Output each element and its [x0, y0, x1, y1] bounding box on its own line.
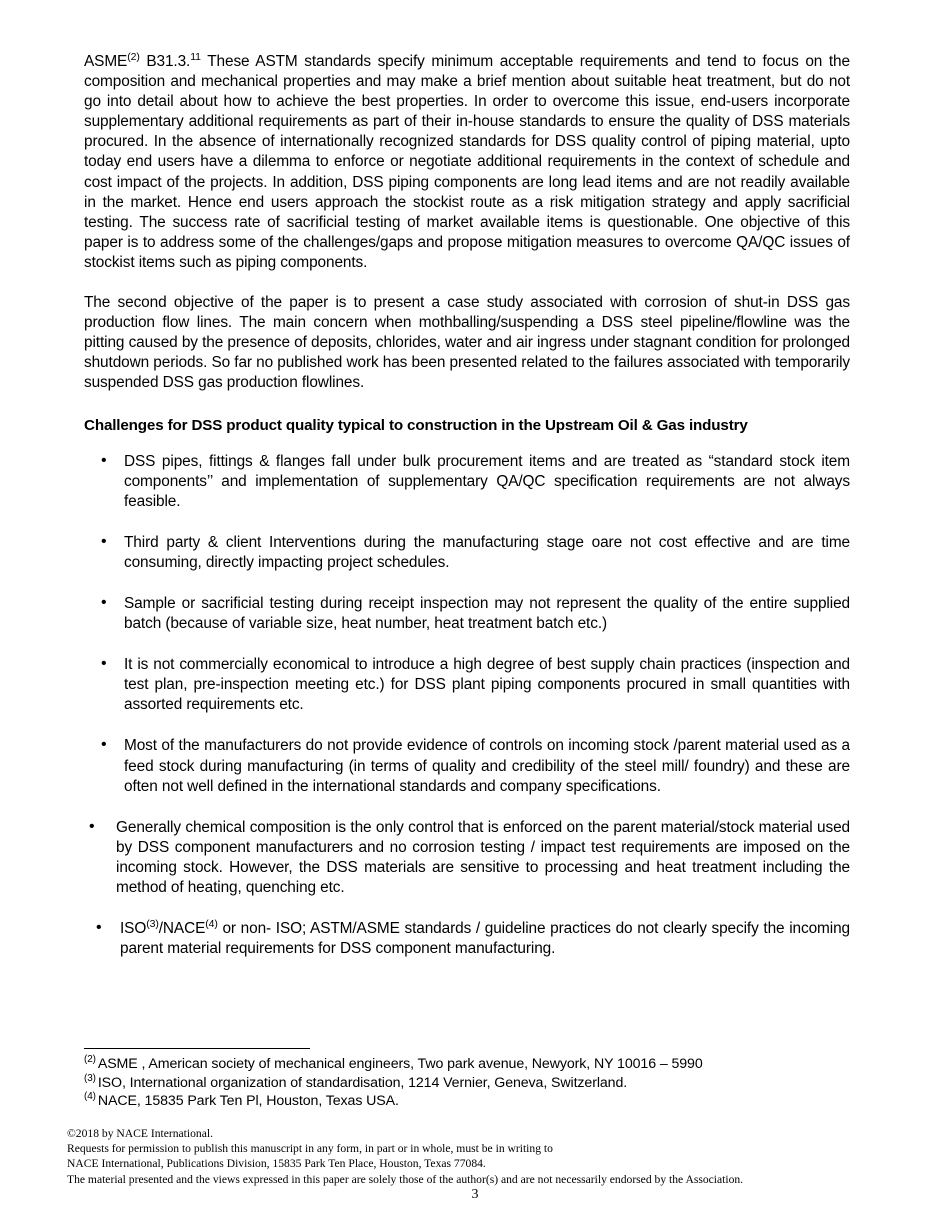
list-item-text: It is not commercially economical to introduce a high degree of best supply chain practices (inspection and test plan, pre-inspection meeting etc.) for DSS plant piping components procured in small quantities with assorted requirements etc.	[124, 656, 850, 714]
footnote-ref-3: (3)	[146, 918, 159, 930]
list-item-sacrificial-testing	[84, 594, 850, 634]
copyright-notice	[67, 1126, 857, 1187]
list-item-manufacturers-evidence	[84, 736, 850, 796]
list-item-text: Most of the manufacturers do not provide evidence of controls on incoming stock /parent material used as a feed stock during manufacturing (in terms of quality and credibility of the steel mill/ foundry) and these are often not well defined in the international standards and company specifications.	[124, 737, 850, 795]
bullet-marker-icon: •	[89, 817, 95, 835]
bullet-marker-icon: •	[101, 736, 107, 754]
list-item-text: Generally chemical composition is the only control that is enforced on the parent material/stock material used by DSS component manufacturers and no corrosion testing / impact test requirements are imposed on the incoming stock. However, the DSS materials are sensitive to processing and heat treatment including the method of heating, quenching etc.	[116, 818, 850, 896]
bullet-marker-icon: •	[101, 655, 107, 673]
footnote-entry-3	[84, 1074, 850, 1093]
bullet-marker-icon: •	[101, 593, 107, 611]
paragraph-lead-text: ASME	[84, 53, 128, 70]
list-item-text: Third party & client Interventions during the manufacturing stage oare not cost effective and are time consuming, directly impacting project schedules.	[124, 533, 850, 571]
list-item-iso-nace	[84, 919, 850, 959]
paragraph-lead-mid: B31.3.	[139, 53, 191, 70]
bullet-marker-icon: •	[101, 451, 107, 469]
footnote-marker: (3)	[84, 1072, 96, 1084]
footnote-marker: (4)	[84, 1091, 96, 1103]
footnote-entry-4	[84, 1092, 850, 1111]
challenges-bullet-list	[84, 452, 850, 960]
footnote-text: NACE, 15835 Park Ten Pl, Houston, Texas USA.	[97, 1093, 399, 1110]
paragraph-asme-standards	[84, 52, 850, 273]
paragraph-body-text: These ASTM standards specify minimum acceptable requirements and tend to focus on the composition and mechanical properties and may make a brief mention about suitable heat treatment, but do not go into detail about how to achieve the best properties. In order to overcome this issue, end-users incorporate supplementary additional requirements as part of their in-house standards to ensure the quality of DSS materials procured. In the absence of internationally recognized standards for DSS quality control of piping material, upto today end users have a dilemma to enforce or negotiate additional requirements in the context of schedule and cost impact of the projects. In addition, DSS piping components are long lead items and are not readily available in the market. Hence end users approach the stockist route as a risk mitigation strategy and apply sacrificial testing. The success rate of sacrificial testing of market available items is questionable. One objective of this paper is to address some of the challenges/gaps and propose mitigation measures to overcome QA/QC issues of stockist items such as piping components.	[84, 53, 850, 271]
footnote-text: ISO, International organization of standardisation, 1214 Vernier, Geneva, Switzerland.	[97, 1074, 628, 1091]
body-column	[84, 52, 850, 959]
footnote-text: ASME , American society of mechanical engineers, Two park avenue, Newyork, NY 10016 – 5990	[97, 1056, 703, 1072]
footnote-area	[84, 1048, 850, 1111]
footnote-ref-4: (4)	[205, 918, 218, 930]
footnote-separator-rule	[84, 1048, 310, 1049]
list-item-supply-chain	[84, 655, 850, 715]
copyright-line-3: NACE International, Publications Division, 15835 Park Ten Place, Houston, Texas 77084.	[67, 1157, 486, 1171]
list-item-bulk-procurement	[84, 452, 850, 512]
bullet-marker-icon: •	[101, 532, 107, 550]
list-item-third-party	[84, 533, 850, 573]
footnote-ref-2: (2)	[127, 51, 140, 63]
bullet-marker-icon: •	[96, 919, 102, 937]
list-item-text: Sample or sacrificial testing during receipt inspection may not represent the quality of the entire supplied batch (because of variable size, heat number, heat treatment batch etc.)	[124, 594, 850, 633]
nace-label: /NACE	[158, 920, 206, 938]
list-item-text	[120, 919, 850, 959]
footnote-entry-2	[84, 1055, 850, 1074]
reference-ref-11: 11	[190, 51, 201, 63]
list-item-text: DSS pipes, fittings & flanges fall under bulk procurement items and are treated as “standard stock item components’’ and implementation of supplementary QA/QC specification requirements are not always feasible.	[124, 452, 850, 510]
list-item-body-text: or non- ISO; ASTM/ASME standards / guideline practices do not clearly specify the incoming parent material requirements for DSS component manufacturing.	[120, 920, 850, 958]
copyright-line-1: ©2018 by NACE International.	[67, 1127, 213, 1140]
page-number: 3	[471, 1187, 479, 1202]
copyright-line-4: The material presented and the views expressed in this paper are solely those of the author(s) and are not necessarily endorsed by the Association.	[67, 1172, 744, 1186]
list-item-chemical-composition	[84, 818, 850, 898]
copyright-line-2: Requests for permission to publish this manuscript in any form, in part or in whole, must be in writing to	[67, 1142, 553, 1156]
iso-label: ISO	[120, 920, 147, 938]
footnote-marker: (2)	[84, 1054, 96, 1066]
paragraph-second-objective: The second objective of the paper is to present a case study associated with corrosion of shut-in DSS gas production flow lines. The main concern when mothballing/suspending a DSS steel pipeline/flowline was the pitting caused by the presence of deposits, chlorides, water and air ingress under stagnant condition for prolonged shutdown periods. So far no published work has been presented related to the failures associated with temporarily suspended DSS gas production flowlines.	[84, 294, 850, 392]
section-heading: Challenges for DSS product quality typical to construction in the Upstream Oil & Gas industry	[84, 416, 748, 434]
